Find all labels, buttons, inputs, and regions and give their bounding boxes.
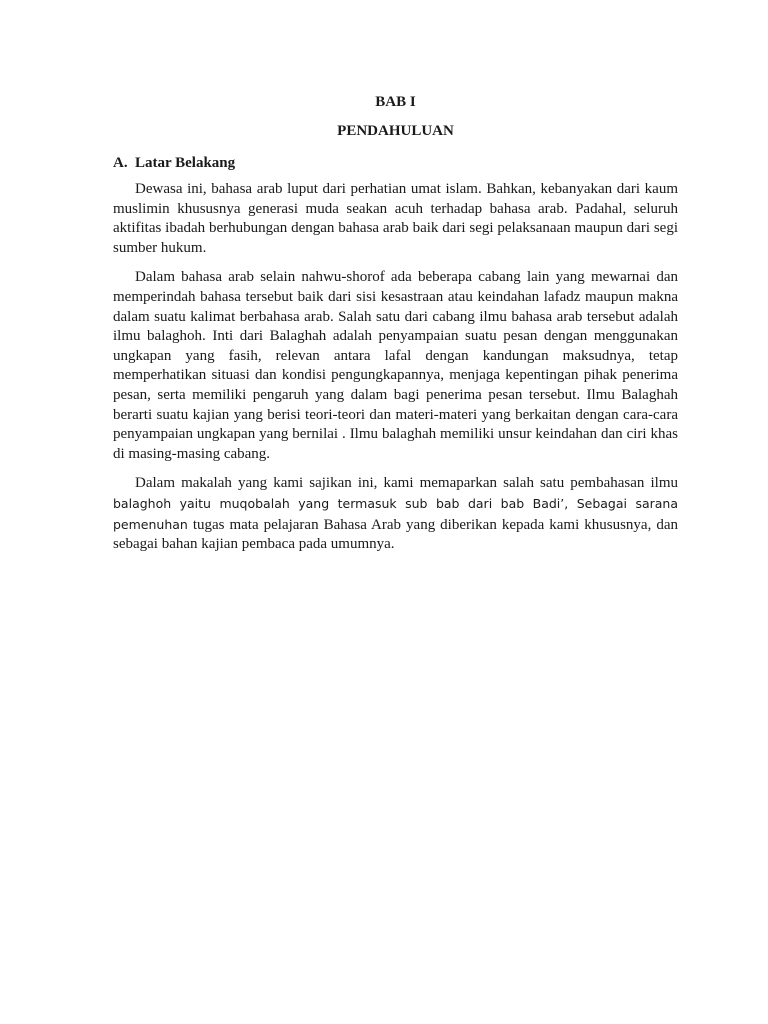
paragraph-3 (113, 474, 678, 554)
chapter-title: PENDAHULUAN (337, 123, 454, 139)
chapter-number: BAB I (375, 94, 416, 110)
paragraph-3-part-1: Dalam makalah yang kami sajikan ini, kami memaparkan salah satu pembahasan ilmu (135, 475, 678, 492)
document-page (113, 92, 678, 565)
paragraph-1: Dewasa ini, bahasa arab luput dari perhatian umat islam. Bahkan, kebanyakan dari kaum muslimin khususnya generasi muda seakan acuh terhadap bahasa arab. Padahal, seluruh aktifitas ibadah berhubungan dengan bahasa arab baik dari segi pelaksanaan maupun dari segi sumber hukum. (113, 181, 678, 256)
paragraph-3-part-3: tugas mata pelajaran Bahasa Arab yang diberikan kepada kami khususnya, dan sebagai bahan kajian pembaca pada umumnya. (113, 516, 678, 553)
section-marker: A. (113, 155, 128, 171)
paragraph-3-part-2: balaghoh yaitu muqobalah yang termasuk sub bab dari bab Badi’, Sebagai sarana pemenuhan (113, 495, 678, 532)
section-heading (113, 153, 678, 173)
paragraph-2: Dalam bahasa arab selain nahwu-shorof ada beberapa cabang lain yang mewarnai dan memperindah bahasa tersebut baik dari sisi kesastraan atau keindahan lafadz maupun makna dalam suatu kalimat berbahasa arab. Salah satu dari cabang ilmu bahasa arab tersebut adalah ilmu balaghoh. Inti dari Balaghah adalah penyampaian suatu pesan dengan menggunakan ungkapan yang fasih, relevan antara lafal dengan kandungan maksudnya, tetap memperhatikan situasi dan kondisi pengungkapannya, menjaga kepentingan pihak penerima pesan, serta memiliki pengaruh yang dalam bagi penerima pesan tersebut. Ilmu Balaghah berarti suatu kajian yang berisi teori-teori dan materi-materi yang berkaitan dengan cara-cara penyampaian ungkapan yang bernilai . Ilmu balaghah memiliki unsur keindahan dan ciri khas di masing-masing cabang. (113, 269, 678, 462)
section-title: Latar Belakang (135, 155, 236, 171)
